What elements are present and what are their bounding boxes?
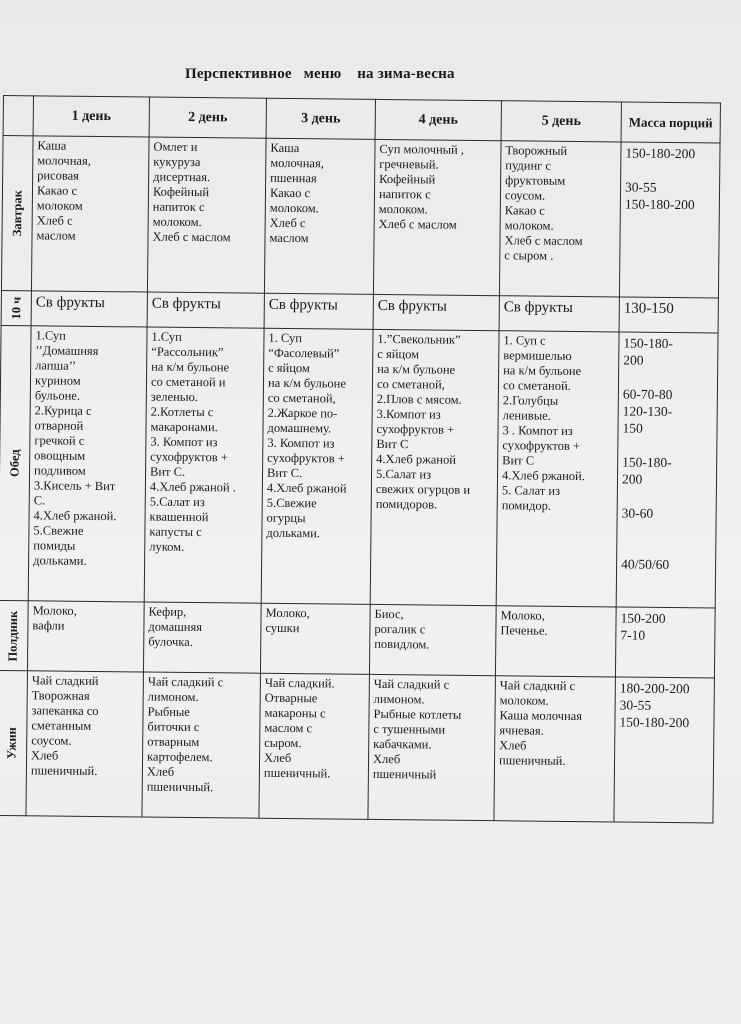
corner-cell [3, 96, 33, 136]
page-title: Перспективное меню на зима-весна [185, 66, 455, 82]
dinner-mass: 180-200-200 30-55 150-180-200 [614, 677, 715, 823]
ten-day-5: Св фрукты [499, 296, 619, 332]
dinner-day-2: Чай сладкий с лимоном. Рыбные биточки с отварным картофелем. Хлеб пшеничный. [142, 672, 261, 818]
lunch-day-4: 1.”Свекольник” с яйцом на к/м бульоне со сметаной, 2.Плов с мясом. 3.Компот из сухофруктов + Вит С 4.Хлеб ржаной 5.Салат из свежих огурцов и помидоров. [370, 329, 499, 605]
ten-day-3: Св фрукты [264, 293, 373, 329]
meal-label-lunch: Обед [0, 325, 31, 600]
meal-label-snack: Полдник [0, 600, 28, 670]
lunch-row [0, 325, 718, 607]
day-header-5: 5 день [501, 101, 621, 142]
snack-day-3: Молоко, сушки [260, 603, 370, 674]
snack-row [0, 600, 715, 678]
ten-day-1: Св фрукты [31, 291, 147, 327]
lunch-day-3: 1. Суп “Фасолевый” с яйцом на к/м бульоне со сметаной, 2.Жаркое по- домашнему. 3. Компот из сухофруктов + Вит С. 4.Хлеб ржаной 5.Свежие огурцы дольками. [261, 328, 373, 604]
meal-label-ten: 10 ч [1, 290, 31, 325]
breakfast-day-5: Творожный пудинг с фруктовым соусом. Какао с молоком. Хлеб с маслом с сыром . [499, 141, 621, 297]
breakfast-mass: 150-180-200 30-55 150-180-200 [619, 142, 720, 298]
lunch-day-1: 1.Суп ’’Домашняя лапша’’ курином бульоне. 2.Курица с отварной гречкой с овощным подливом 3.Кисель + Вит С. 4.Хлеб ржаной. 5.Свежие помиды дольками. [28, 326, 147, 602]
dinner-day-5: Чай сладкий с молоком. Каша молочная ячневая. Хлеб пшеничный. [494, 676, 616, 822]
dinner-day-3: Чай сладкий. Отварные макароны с маслом с сыром. Хлеб пшеничный. [259, 673, 370, 819]
snack-day-5: Молоко, Печенье. [495, 606, 616, 677]
day-header-1: 1 день [33, 96, 149, 137]
snack-day-4: Биос, рогалик с повидлом. [369, 604, 496, 675]
breakfast-day-4: Суп молочный , гречневый. Кофейный напиток с молоком. Хлеб с маслом [373, 139, 501, 295]
day-header-4: 4 день [375, 99, 501, 140]
breakfast-day-3: Каша молочная, пшенная Какао с молоком. Хлеб с маслом [264, 138, 375, 294]
ten-day-2: Св фрукты [147, 292, 264, 328]
day-header-2: 2 день [149, 97, 266, 138]
meal-label-dinner: Ужин [0, 670, 27, 815]
breakfast-day-2: Омлет и кукуруза дисертная. Кофейный напиток с молоком. Хлеб с маслом [147, 137, 266, 293]
breakfast-day-1: Каша молочная, рисовая Какао с молоком Хлеб с маслом [31, 136, 149, 292]
mass-header: Масса порций [621, 102, 720, 143]
dinner-day-4: Чай сладкий с лимоном. Рыбные котлеты с тушенными кабачками. Хлеб пшеничный [368, 674, 496, 820]
meal-label-breakfast: Завтрак [1, 136, 33, 291]
breakfast-row [1, 136, 720, 298]
lunch-day-2: 1.Суп “Рассольник” на к/м бульоне со сметаной и зеленью. 2.Котлеты с макаронами. 3. Компот из сухофруктов + Вит С. 4.Хлеб ржаной . 5.Салат из квашенной капусты с луком. [144, 327, 264, 603]
lunch-mass: 150-180- 200 60-70-80 120-130- 150 150-180- 200 30-60 40/50/60 [616, 332, 718, 608]
snack-day-2: Кефир, домашняя булочка. [143, 602, 261, 673]
menu-table [0, 95, 721, 823]
dinner-day-1: Чай сладкий Творожная запеканка со сметанным соусом. Хлеб пшеничный. [26, 671, 144, 817]
ten-day-4: Св фрукты [373, 294, 499, 330]
ten-mass: 130-150 [619, 297, 718, 333]
day-header-3: 3 день [266, 98, 375, 139]
snack-mass: 150-200 7-10 [615, 607, 715, 678]
dinner-row [0, 670, 714, 823]
snack-day-1: Молоко, вафли [27, 601, 144, 672]
lunch-day-5: 1. Суп с вермишелью на к/м бульоне со сметаной. 2.Голубцы ленивые. 3 . Компот из сухофруктов + Вит С 4.Хлеб ржаной. 5. Салат из помидор. [496, 331, 619, 607]
